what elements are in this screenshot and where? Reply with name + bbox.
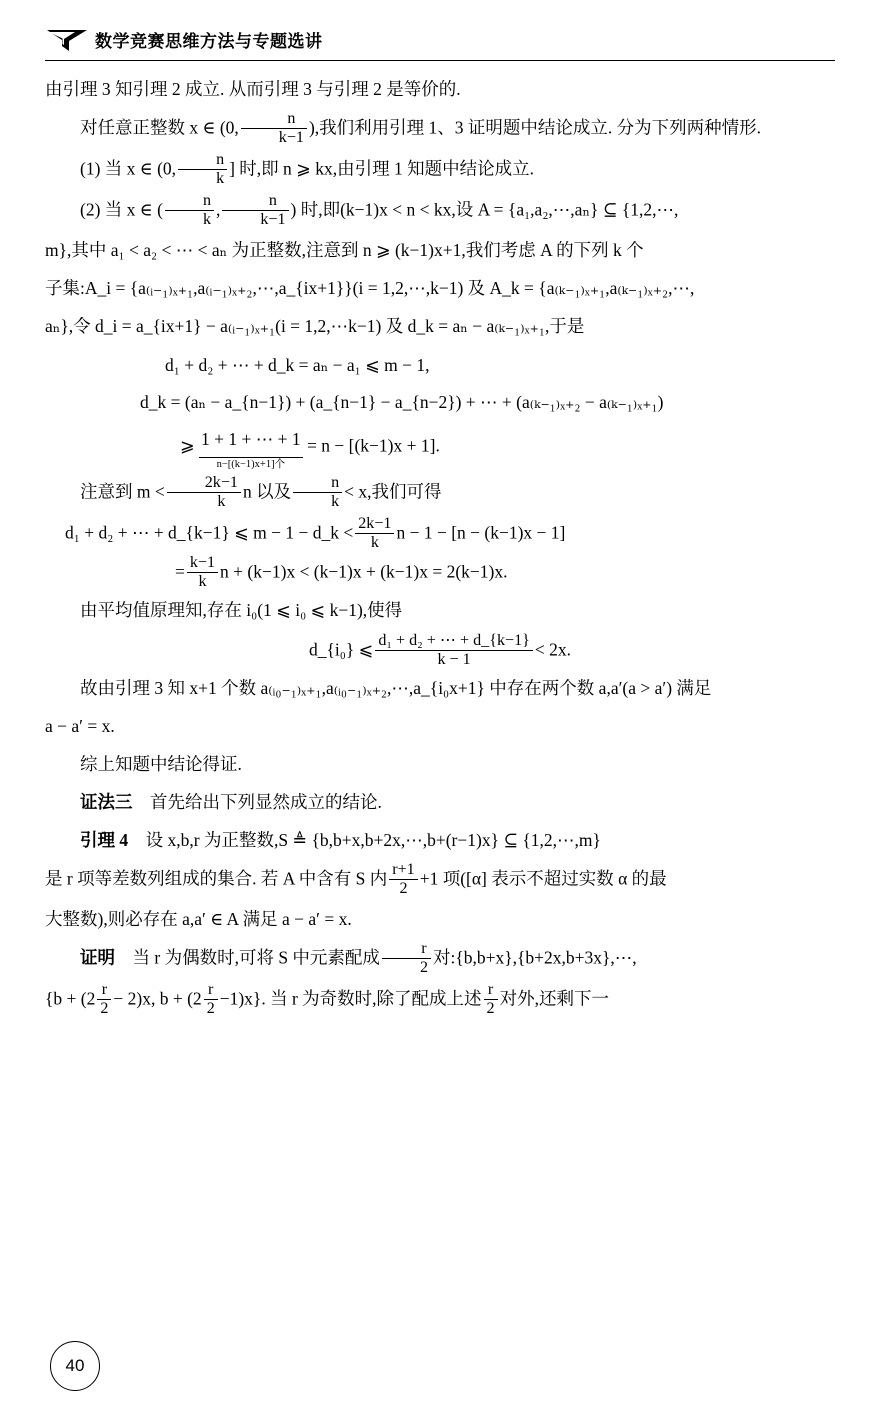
- paragraph-3-case1: (1) 当 x ∈ (0, $\frac{n}{k}$ ] 时,即 n ⩾ kx,由引理 1 知题中结论成立.: [80, 151, 534, 188]
- paragraph-4-line4: aₙ},令 d_i = a_{ix+1} − a₍ᵢ₋₁₎ₓ₊₁(i = 1,2,⋯k−1) 及 d_k = aₙ − a₍ₖ₋₁₎ₓ₊₁,于是: [45, 316, 585, 337]
- fraction: $\frac{n}{k}$: [293, 474, 342, 511]
- paragraph-4-case2-line1: (2) 当 x ∈ ( $\frac{n}{k}$ , $\frac{n}{k-1}$ ) 时,即(k−1)x < n < kx,设 A = {a₁,a₂,⋯,aₙ} ⊆ {1,2,⋯,: [80, 192, 679, 229]
- fraction: $\frac{\text{d₁ + d₂ + ⋯ + d\_\{k−1\}}}{k - 1}$: [375, 632, 533, 669]
- proof-line2: {b + (2 $\frac{r}{2}$ − 2)x, b + (2 $\frac{r}{2}$ −1)x}. 当 r 为奇数时,除了配成上述 $\frac{r}{2}$ 对外,还剩下一: [45, 981, 609, 1018]
- banner-logo-icon: [45, 24, 89, 54]
- proof-label-2: 证明: [80, 947, 115, 968]
- paragraph-1: 由引理 3 知引理 2 成立. 从而引理 3 与引理 2 是等价的.: [45, 79, 461, 99]
- proof-method-three: 证法三 首先给出下列显然成立的结论.: [80, 791, 382, 812]
- fraction: $\frac{n}{k}$: [165, 192, 214, 229]
- fraction: $\frac{n}{k}$: [178, 151, 227, 188]
- lemma-4-line3: 大整数),则必存在 a,a′ ∈ A 满足 a − a′ = x.: [45, 909, 352, 930]
- paragraph-4-line3: 子集:A_i = {a₍ᵢ₋₁₎ₓ₊₁,a₍ᵢ₋₁₎ₓ₊₂,⋯,a_{ix+1}}(i = 1,2,⋯,k−1) 及 A_k = {a₍ₖ₋₁₎ₓ₊₁,a₍ₖ₋₁₎ₓ₊₂,⋯,: [45, 278, 695, 299]
- equation-3: ⩾ 1 + 1 + ⋯ + 1 n−[(k−1)x+1]个 = n − [(k−1)x + 1].: [45, 422, 835, 473]
- fraction: $\frac{r+1}{2}$: [389, 861, 417, 898]
- equation-2: d_k = (aₙ − a_{n−1}) + (a_{n−1} − a_{n−2}) + ⋯ + (a₍ₖ₋₁₎ₓ₊₂ − a₍ₖ₋₁₎ₓ₊₁): [140, 391, 664, 412]
- proof-label: 证法三: [80, 791, 133, 812]
- fraction: $\frac{n}{k-1}$: [241, 110, 307, 147]
- paragraph-5: 注意到 m < $\frac{2k-1}{k}$ n 以及 $\frac{n}{k}$ < x,我们可得: [80, 474, 442, 511]
- fraction: $\frac{r}{2}$: [204, 981, 218, 1018]
- equation-1: d₁ + d₂ + ⋯ + d_k = aₙ − a₁ ⩽ m − 1,: [165, 354, 430, 375]
- paragraph-4-line2: m},其中 a₁ < a₂ < ⋯ < aₙ 为正整数,注意到 n ⩾ (k−1)x+1,我们考虑 A 的下列 k 个: [45, 240, 644, 261]
- page-content: [45, 72, 835, 1022]
- equation-6: d_{i₀} ⩽ $\frac{\text{d₁ + d₂ + ⋯ + d\_\{k−1\}}}{k - 1}$ < 2x.: [309, 631, 571, 668]
- paragraph-2: 对任意正整数 x ∈ (0, $\frac{n}{k-1}$ ),我们利用引理 1、3 证明题中结论成立. 分为下列两种情形.: [80, 110, 762, 147]
- book-title: 数学竞赛思维方法与专题选讲: [95, 31, 323, 51]
- lemma-4-line2: 是 r 项等差数列组成的集合. 若 A 中含有 S 内 $\frac{r+1}{2}$ +1 项([α] 表示不超过实数 α 的最: [45, 861, 667, 898]
- underbrace: 1 + 1 + ⋯ + 1 n−[(k−1)x+1]个: [199, 422, 303, 473]
- proof-line1: 证明 当 r 为偶数时,可将 S 中元素配成 $\frac{r}{2}$ 对:{b,b+x},{b+2x,b+3x},⋯,: [80, 940, 637, 977]
- fraction: $\frac{k-1}{k}$: [187, 554, 218, 591]
- fraction: $\frac{r}{2}$: [97, 981, 111, 1018]
- fraction: $\frac{2k-1}{k}$: [167, 474, 241, 511]
- paragraph-6: 由平均值原理知,存在 i₀(1 ⩽ i₀ ⩽ k−1),使得: [80, 600, 403, 621]
- lemma-4-line1: 引理 4 设 x,b,r 为正整数,S ≜ {b,b+x,b+2x,⋯,b+(r−1)x} ⊆ {1,2,⋯,m}: [80, 830, 601, 851]
- fraction: $\frac{n}{k-1}$: [222, 192, 288, 229]
- fraction: $\frac{r}{2}$: [484, 981, 498, 1018]
- page-header: [45, 18, 835, 61]
- paragraph-7-line1: 故由引理 3 知 x+1 个数 a₍ᵢ₀₋₁₎ₓ₊₁,a₍ᵢ₀₋₁₎ₓ₊₂,⋯,a_{i₀x+1} 中存在两个数 a,a′(a > a′) 满足: [80, 677, 712, 698]
- paragraph-7-line2: a − a′ = x.: [45, 715, 115, 736]
- equation-4: d₁ + d₂ + ⋯ + d_{k−1} ⩽ m − 1 − d_k < $\frac{2k-1}{k}$ n − 1 − [n − (k−1)x − 1]: [65, 515, 566, 552]
- equation-5: = $\frac{k-1}{k}$ n + (k−1)x < (k−1)x + (k−1)x = 2(k−1)x.: [175, 554, 508, 591]
- page-number: 40: [50, 1341, 100, 1391]
- paragraph-8: 综上知题中结论得证.: [80, 753, 242, 774]
- fraction: $\frac{r}{2}$: [382, 940, 431, 977]
- lemma-label: 引理 4: [80, 830, 129, 851]
- fraction: $\frac{2k-1}{k}$: [355, 515, 394, 552]
